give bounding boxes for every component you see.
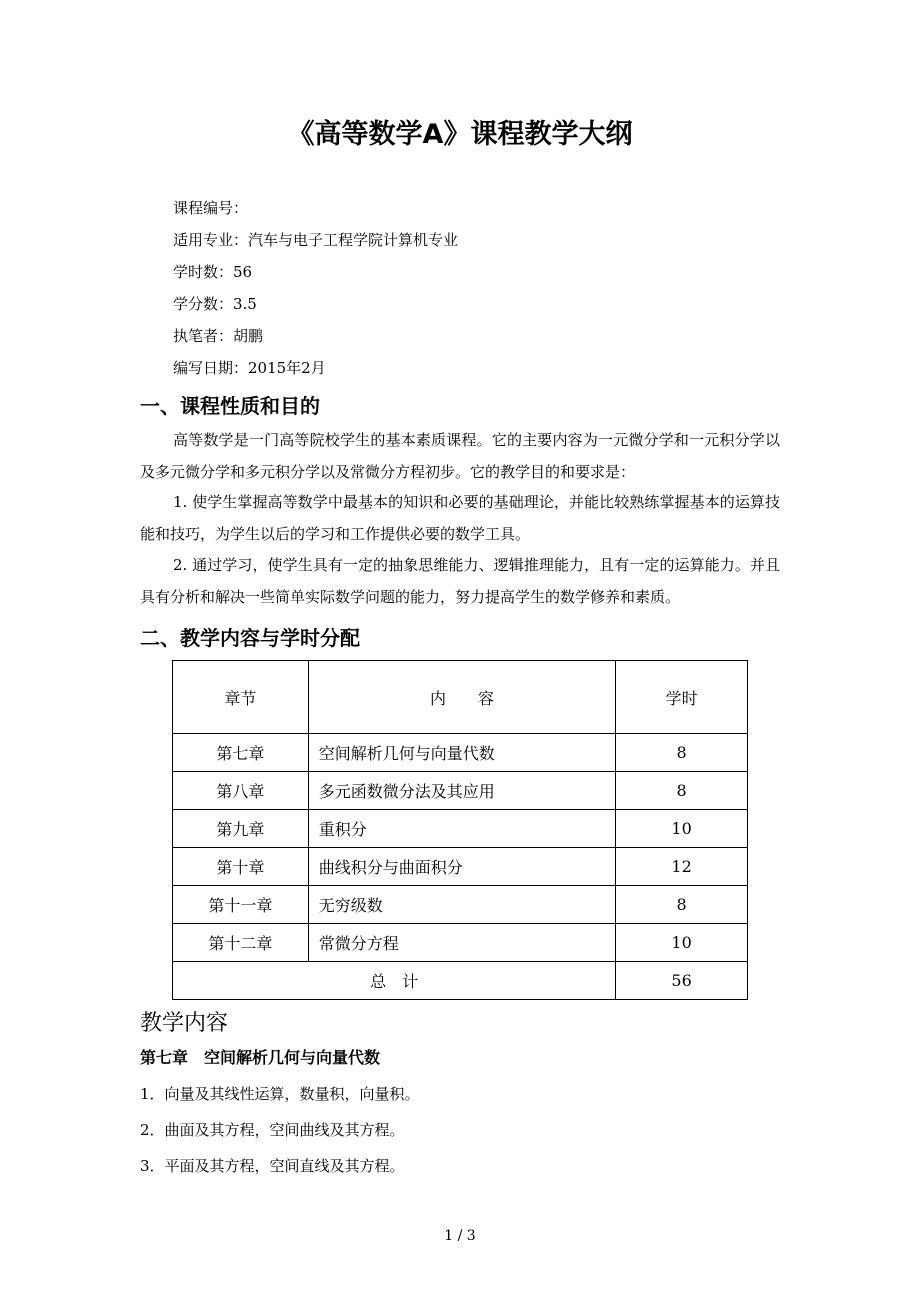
list-item: 1．向量及其线性运算，数量积，向量积。: [140, 1085, 420, 1103]
chapter-cell: 第十二章: [173, 924, 309, 962]
table-row: [173, 734, 748, 772]
chapter-heading: 第七章 空间解析几何与向量代数: [140, 1048, 381, 1067]
content-cell: 多元函数微分法及其应用: [308, 772, 615, 810]
hours-cell: 10: [616, 924, 748, 962]
header-hours: 学时: [616, 661, 748, 734]
table-row: [173, 810, 748, 848]
chapter-cell: 第八章: [173, 772, 309, 810]
author: 执笔者：胡鹏: [173, 327, 264, 345]
header-content: 内 容: [308, 661, 615, 734]
hours-cell: 8: [616, 772, 748, 810]
class-hours: 学时数：56: [173, 263, 253, 281]
section1-paragraph-2: 1. 使学生掌握高等数学中最基本的知识和必要的基础理论，并能比较熟练掌握基本的运算技能和技巧，为学生以后的学习和工作提供必要的数学工具。: [140, 493, 780, 543]
section1-paragraph-3: 2. 通过学习，使学生具有一定的抽象思维能力、逻辑推理能力，且有一定的运算能力。并且具有分析和解决一些简单实际数学问题的能力，努力提高学生的数学修养和素质。: [140, 556, 780, 606]
content-cell: 重积分: [308, 810, 615, 848]
credits: 学分数：3.5: [173, 295, 257, 313]
hours-cell: 10: [616, 810, 748, 848]
content-cell: 常微分方程: [308, 924, 615, 962]
chapter-cell: 第九章: [173, 810, 309, 848]
hours-table: [172, 660, 748, 1000]
table-row: [173, 848, 748, 886]
list-item: 2．曲面及其方程，空间曲线及其方程。: [140, 1121, 405, 1139]
course-code: 课程编号：: [173, 199, 249, 217]
section1-paragraph-1: 高等数学是一门高等院校学生的基本素质课程。它的主要内容为一元微分学和一元积分学以及多元微分学和多元积分学以及常微分方程初步。它的教学目的和要求是：: [140, 431, 780, 481]
table-total-row: [173, 962, 748, 1000]
table-header-row: [173, 661, 748, 734]
page-number: 1 / 3: [444, 1228, 476, 1244]
teaching-content-heading: 教学内容: [140, 1011, 229, 1036]
table-row: [173, 772, 748, 810]
content-cell: 曲线积分与曲面积分: [308, 848, 615, 886]
total-label: 总 计: [173, 962, 616, 1000]
chapter-cell: 第十章: [173, 848, 309, 886]
hours-cell: 12: [616, 848, 748, 886]
table-row: [173, 924, 748, 962]
content-cell: 空间解析几何与向量代数: [308, 734, 615, 772]
document-title: 《高等数学A》课程教学大纲: [287, 119, 633, 150]
section1-heading: 一、课程性质和目的: [140, 394, 320, 418]
total-value: 56: [616, 962, 748, 1000]
chapter-cell: 第十一章: [173, 886, 309, 924]
content-cell: 无穷级数: [308, 886, 615, 924]
hours-cell: 8: [616, 886, 748, 924]
list-item: 3．平面及其方程，空间直线及其方程。: [140, 1157, 405, 1175]
write-date: 编写日期：2015年2月: [173, 359, 326, 377]
table-row: [173, 886, 748, 924]
chapter-cell: 第七章: [173, 734, 309, 772]
header-chapter: 章节: [173, 661, 309, 734]
hours-cell: 8: [616, 734, 748, 772]
section2-heading: 二、教学内容与学时分配: [140, 626, 360, 650]
applicable-major: 适用专业：汽车与电子工程学院计算机专业: [173, 231, 459, 249]
